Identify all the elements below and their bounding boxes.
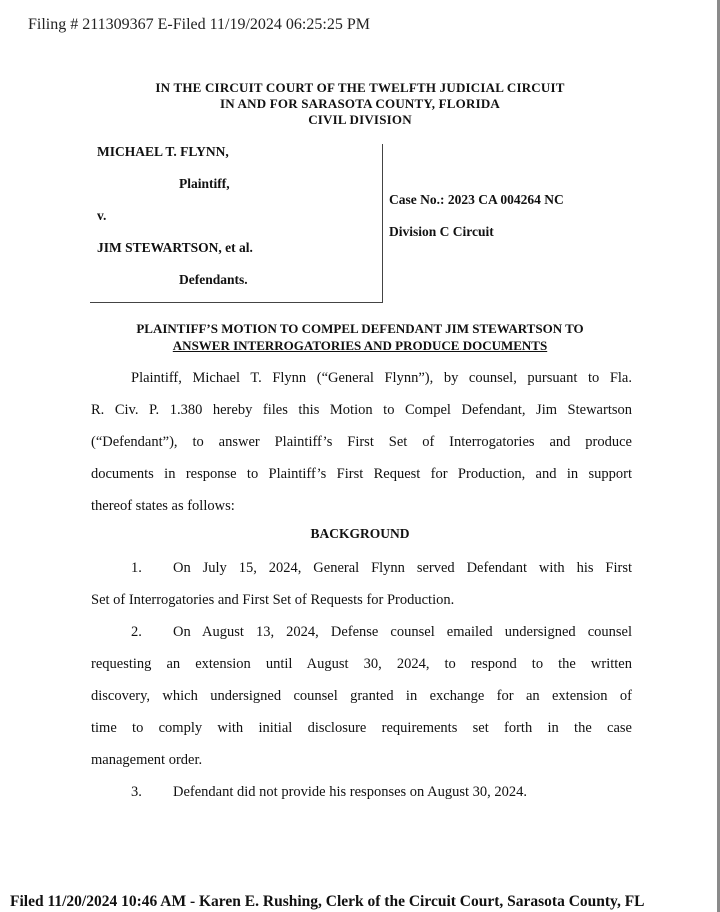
intro-line: R. Civ. P. 1.380 hereby files this Motion to Compel Defendant, Jim Stewartson xyxy=(91,402,632,418)
clerk-filing-stamp: Filed 11/20/2024 10:46 AM - Karen E. Rushing, Clerk of the Circuit Court, Sarasota County, FL xyxy=(10,893,645,910)
intro-line: thereof states as follows: xyxy=(91,498,235,514)
paragraph-line xyxy=(91,776,632,808)
paragraph-number: 2. xyxy=(131,624,142,640)
motion-title xyxy=(0,320,720,354)
paragraph-number: 3. xyxy=(131,784,142,800)
motion-title-line-2: ANSWER INTERROGATORIES AND PRODUCE DOCUMENTS xyxy=(172,338,548,353)
paragraph-text: Defendant did not provide his responses on August 30, 2024. xyxy=(173,784,528,800)
motion-title-line-1: PLAINTIFF’S MOTION TO COMPEL DEFENDANT JIM STEWARTSON TO xyxy=(136,321,584,336)
case-number: Case No.: 2023 CA 004264 NC xyxy=(389,192,564,207)
section-heading-background: BACKGROUND xyxy=(310,526,410,541)
paragraph-2 xyxy=(91,616,632,776)
paragraph-line: requesting an extension until August 30, 2024, to respond to the written xyxy=(91,656,632,672)
paragraph-line: Set of Interrogatories and First Set of Requests for Production. xyxy=(91,592,455,608)
court-caption xyxy=(0,80,720,128)
paragraph-line: management order. xyxy=(91,752,203,768)
filing-stamp: Filing # 211309367 E-Filed 11/19/2024 06:25:25 PM xyxy=(28,16,370,33)
paragraph-line: discovery, which undersigned counsel granted in exchange for an extension of xyxy=(91,688,632,704)
paragraph-number: 1. xyxy=(131,560,142,576)
versus-label: v. xyxy=(97,208,107,223)
intro-line: (“Defendant”), to answer Plaintiff’s First Set of Interrogatories and produce xyxy=(91,434,632,450)
court-caption-line-1: IN THE CIRCUIT COURT OF THE TWELFTH JUDICIAL CIRCUIT xyxy=(155,80,565,95)
division-label: Division C Circuit xyxy=(389,224,494,239)
intro-line: documents in response to Plaintiff’s First Request for Production, and in support xyxy=(91,466,632,482)
paragraph-text: On August 13, 2024, Defense counsel emailed undersigned counsel xyxy=(173,624,632,640)
paragraph-text: On July 15, 2024, General Flynn served Defendant with his First xyxy=(173,560,632,576)
defendant-name: JIM STEWARTSON, et al. xyxy=(97,240,253,255)
intro-line: Plaintiff, Michael T. Flynn (“General Flynn”), by counsel, pursuant to Fla. xyxy=(131,370,632,386)
case-caption-box xyxy=(90,144,383,303)
paragraph-3 xyxy=(91,776,632,808)
paragraph-line: time to comply with initial disclosure requirements set forth in the case xyxy=(91,720,632,736)
paragraph-1 xyxy=(91,552,632,616)
plaintiff-role: Plaintiff, xyxy=(179,176,230,191)
paragraph-line xyxy=(91,616,632,648)
paragraph-line xyxy=(91,552,632,584)
court-caption-line-2: IN AND FOR SARASOTA COUNTY, FLORIDA xyxy=(219,96,501,111)
court-caption-line-3: CIVIL DIVISION xyxy=(308,112,412,127)
plaintiff-name: MICHAEL T. FLYNN, xyxy=(97,144,229,159)
intro-paragraph xyxy=(91,362,632,522)
defendant-role: Defendants. xyxy=(179,272,248,287)
